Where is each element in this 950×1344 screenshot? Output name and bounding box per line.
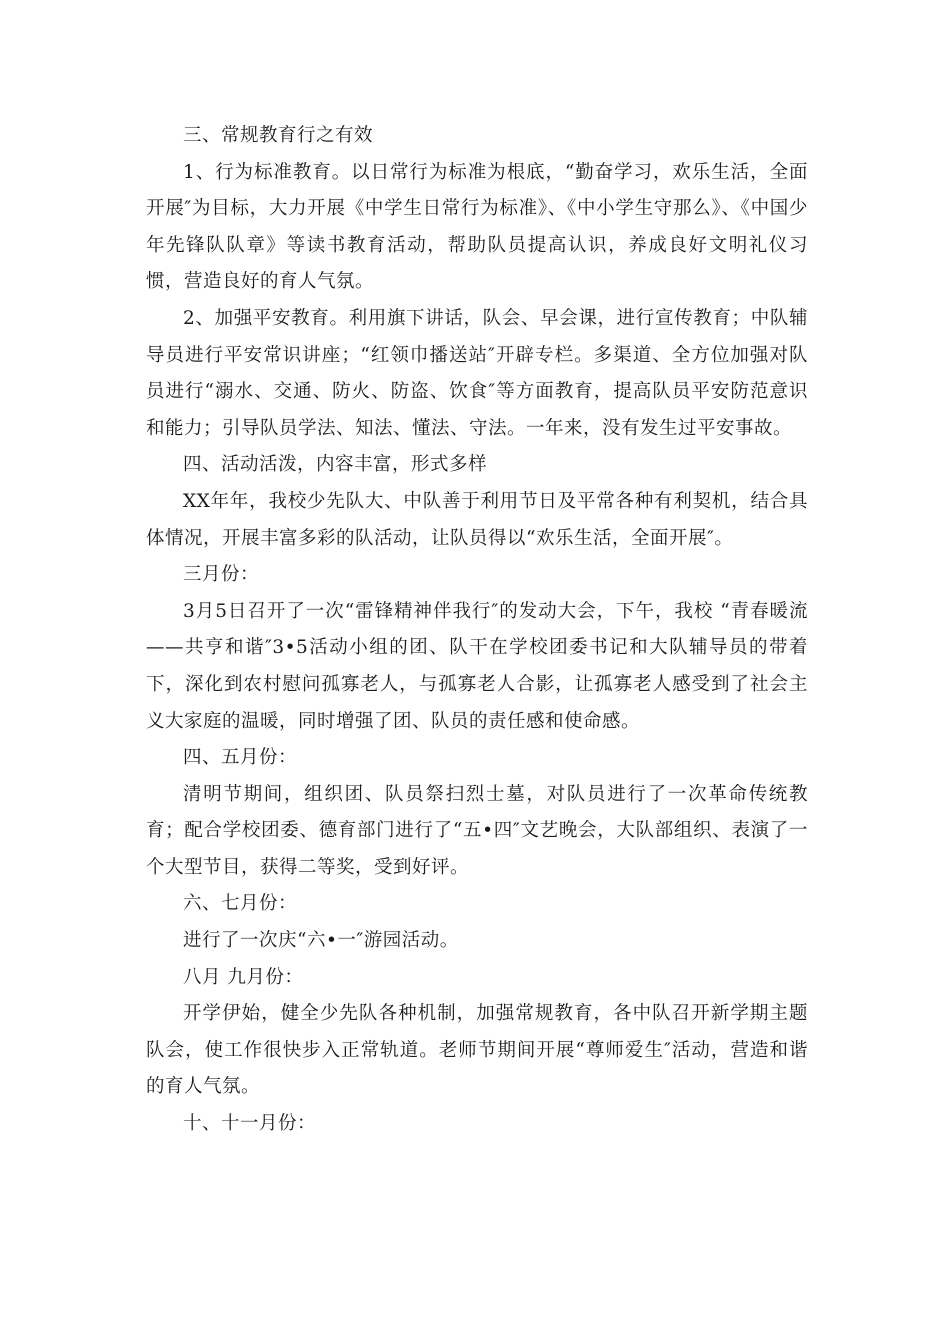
paragraph: XX年年，我校少先队大、中队善于利用节日及平常各种有利契机，结合具体情况，开展丰富多彩的队活动，让队员得以“欢乐生活，全面开展″。	[146, 490, 808, 549]
month-heading: 十、十一月份：	[183, 1113, 317, 1135]
paragraph: 开学伊始，健全少先队各种机制，加强常规教育，各中队召开新学期主题队会，使工作很快步入正常轨道。老师节期间开展“尊师爱生″活动，营造和谐的育人气氛。	[146, 1003, 808, 1098]
section-heading: 三、常规教育行之有效	[183, 125, 374, 146]
paragraph: 清明节期间，组织团、队员祭扫烈士墓，对队员进行了一次革命传统教育；配合学校团委、德育部门进行了“五•四″文艺晚会，大队部组织、表演了一个大型节目，获得二等奖，受到好评。	[146, 783, 808, 878]
month-heading: 八月 九月份：	[183, 966, 304, 988]
month-heading: 六、七月份：	[183, 893, 298, 915]
month-heading: 三月份：	[183, 564, 260, 586]
paragraph: 进行了一次庆“六•一″游园活动。	[183, 930, 459, 952]
section-heading: 四、活动活泼，内容丰富，形式多样	[183, 454, 488, 476]
paragraph: 2、加强平安教育。利用旗下讲话，队会、早会课，进行宣传教育；中队辅导员进行平安常识讲座；“红领巾播送站″开辟专栏。多渠道、全方位加强对队员进行“溺水、交通、防火、防盗、饮食″等方面教育，提高队员平安防范意识和能力；引导队员学法、知法、懂法、守法。一年来，没有发生过平安事故。	[146, 307, 808, 439]
month-heading: 四、五月份：	[183, 747, 298, 769]
paragraph: 3月5日召开了一次“雷锋精神伴我行″的发动大会，下午，我校 “青春暖流——共亨和谐″3•5活动小组的团、队干在学校团委书记和大队辅导员的带着下，深化到农村慰问孤寡老人，与孤寡老人合影，让孤寡老人感受到了社会主义大家庭的温暖，同时增强了团、队员的责任感和使命感。	[146, 600, 808, 732]
document-body	[146, 118, 808, 1143]
paragraph: 1、行为标准教育。以日常行为标准为根底，“勤奋学习，欢乐生活，全面开展″为目标，大力开展《中学生日常行为标准》、《中小学生守那么》、《中国少年先锋队队章》等读书教育活动，帮助队员提高认识，养成良好文明礼仪习惯，营造良好的育人气氛。	[146, 161, 808, 293]
